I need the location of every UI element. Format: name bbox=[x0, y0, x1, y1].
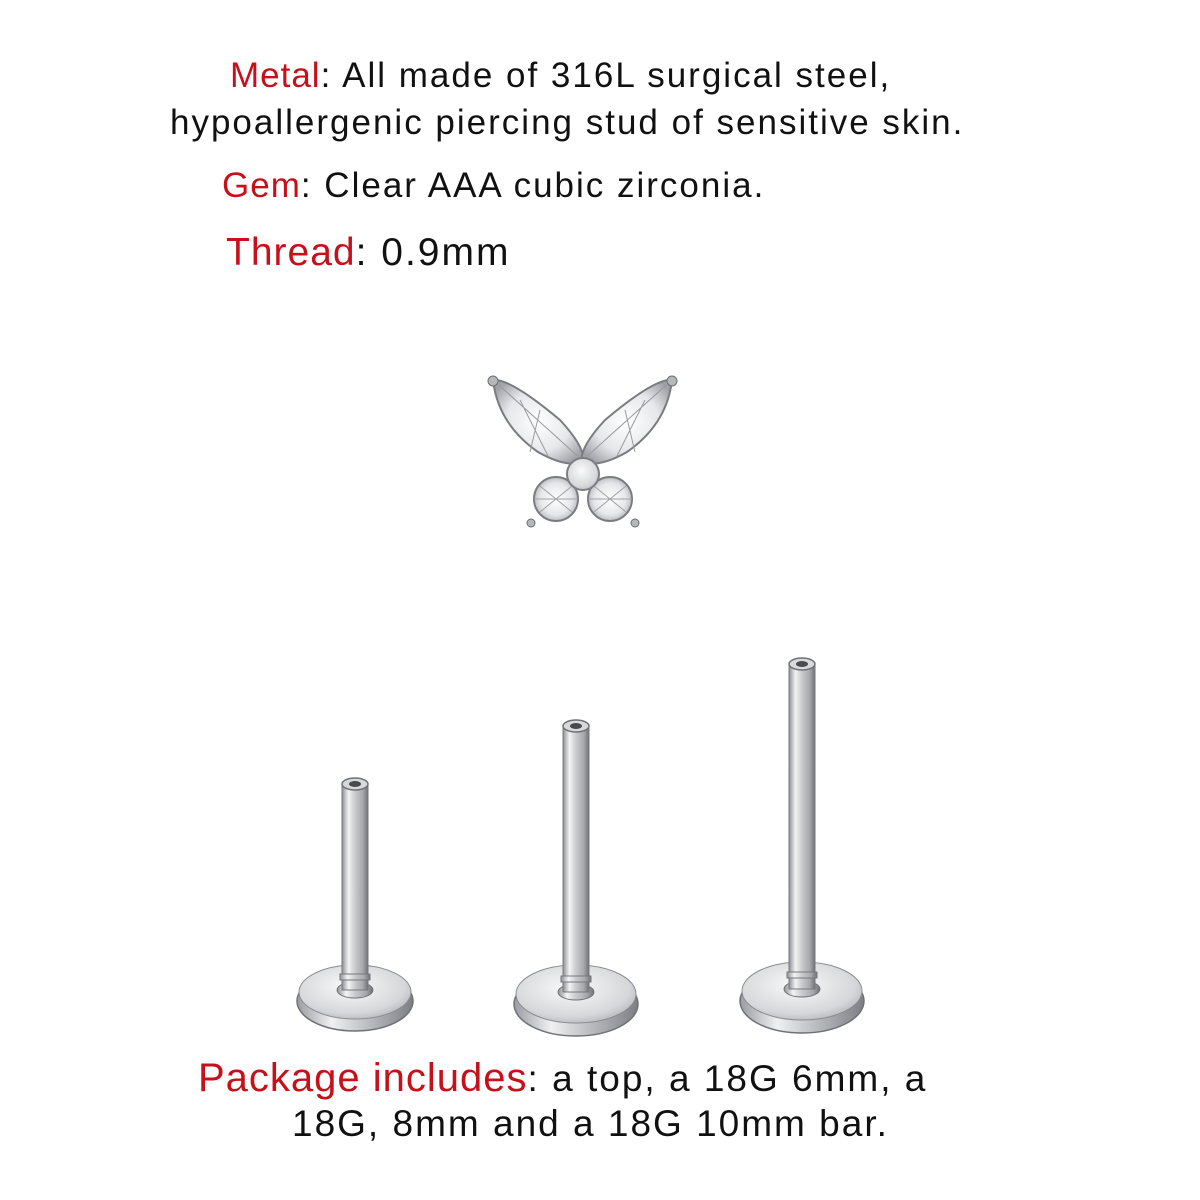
metal-spec-line-2: hypoallergenic piercing stud of sensitive skin. bbox=[170, 103, 965, 142]
package-line-2: 18G, 8mm and a 18G 10mm bar. bbox=[292, 1103, 889, 1144]
butterfly-center bbox=[567, 458, 599, 490]
package-text: : a top, a 18G 6mm, a bbox=[527, 1058, 928, 1099]
thread-label: Thread bbox=[226, 231, 356, 274]
package-label: Package includes bbox=[198, 1056, 528, 1100]
bar-10mm bbox=[740, 658, 864, 1033]
metal-label: Metal bbox=[230, 56, 321, 95]
metal-text: : All made of 316L surgical steel, bbox=[320, 56, 892, 95]
package-line bbox=[198, 1056, 927, 1101]
butterfly-top bbox=[488, 376, 677, 527]
bar-6mm bbox=[297, 778, 413, 1031]
thread-text: : 0.9mm bbox=[355, 231, 511, 274]
gem-label: Gem bbox=[222, 166, 301, 205]
bar-8mm bbox=[514, 720, 638, 1036]
gem-text: : Clear AAA cubic zirconia. bbox=[300, 166, 766, 205]
right-wing-gem bbox=[582, 376, 677, 464]
left-wing-gem bbox=[488, 376, 583, 464]
